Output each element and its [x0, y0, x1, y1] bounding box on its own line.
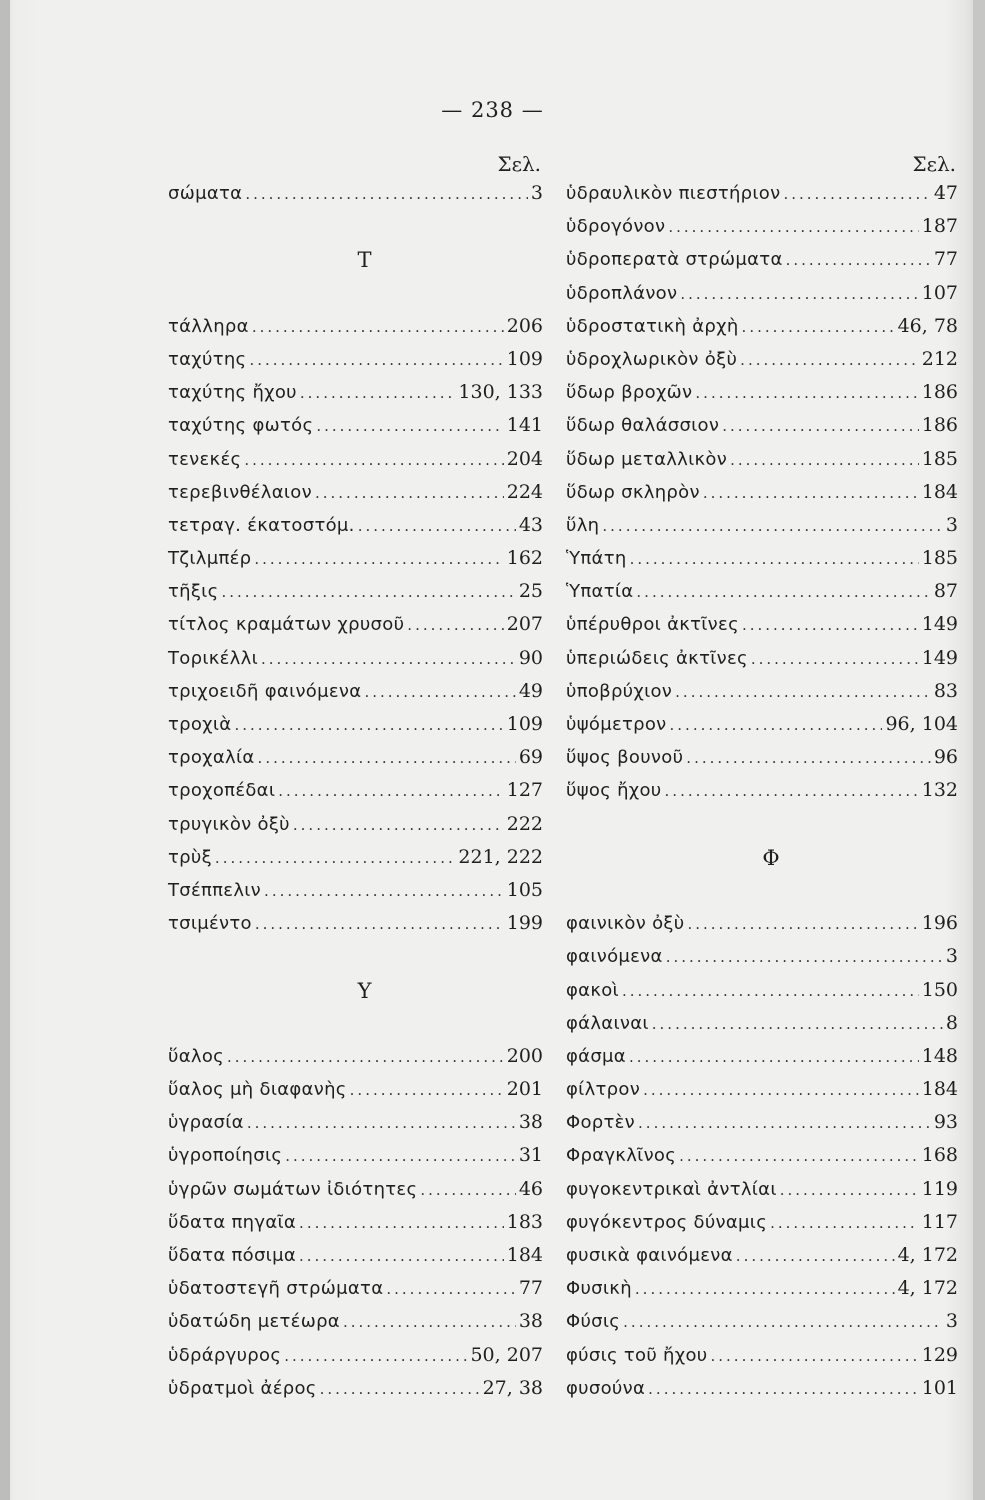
- page-number: — 238 —: [441, 98, 544, 122]
- index-page-ref: 109: [506, 713, 543, 735]
- dot-leader: [247, 1114, 516, 1132]
- index-term: ὑγροποίησις: [168, 1145, 283, 1167]
- index-page-ref: 129: [921, 1343, 958, 1366]
- index-term: ὑψόμετρον: [566, 714, 667, 735]
- index-entry: [168, 580, 543, 613]
- index-page-ref: 184: [506, 1244, 543, 1266]
- index-page-ref: 69: [518, 746, 543, 769]
- index-page-ref: 27, 38: [482, 1376, 543, 1399]
- dot-leader: [635, 1280, 895, 1298]
- section-letter-y: Υ: [357, 978, 372, 1003]
- index-entry: [168, 182, 543, 215]
- index-page-ref: 162: [506, 547, 543, 570]
- index-term: τρυγικὸν ὀξὺ: [168, 813, 290, 835]
- section-letter-f: Φ: [762, 845, 780, 870]
- entry-group-y: [566, 182, 958, 813]
- index-term: φυγόκεντρος δύναμις: [566, 1211, 768, 1233]
- dot-leader: [780, 1181, 919, 1199]
- index-term: τροχιὰ: [168, 714, 232, 735]
- index-term: ὑδατώδη μετέωρα: [168, 1311, 340, 1333]
- index-page-ref: 47: [933, 182, 958, 204]
- index-term: τάλληρα: [168, 315, 249, 337]
- dot-leader: [244, 451, 503, 469]
- dot-leader: [245, 185, 528, 203]
- index-entry: [566, 1012, 958, 1045]
- index-page-ref: 149: [921, 613, 958, 636]
- index-term: ὕαλος: [168, 1045, 225, 1067]
- index-entry: [168, 1244, 543, 1277]
- index-term: φυσικὰ φαινόμενα: [566, 1245, 733, 1266]
- index-term: ὑγρασία: [168, 1112, 244, 1134]
- index-page-ref: 149: [921, 646, 958, 669]
- dot-leader: [358, 517, 516, 535]
- index-term: Τσέππελιν: [168, 879, 262, 901]
- dot-leader: [668, 218, 918, 236]
- index-term: ὕδωρ βροχῶν: [566, 382, 693, 404]
- dot-leader: [629, 1048, 919, 1066]
- index-term: ὑδρογόνον: [566, 216, 666, 238]
- index-entry: [566, 182, 958, 215]
- dot-leader: [300, 384, 456, 402]
- dot-leader: [638, 1114, 931, 1132]
- index-entry: [566, 1377, 958, 1410]
- index-term: ὑδροχλωρικὸν ὀξὺ: [566, 348, 738, 370]
- dot-leader: [670, 716, 883, 734]
- index-term: τερεβινθέλαιον: [168, 481, 312, 503]
- index-term: ὑδροστατικὴ ἀρχὴ: [566, 315, 739, 337]
- index-entry: [566, 414, 958, 447]
- dot-leader: [315, 484, 504, 502]
- index-entry: [168, 680, 543, 713]
- index-page-ref: 184: [921, 1078, 958, 1101]
- dot-leader: [643, 1081, 919, 1099]
- index-entry: [168, 381, 543, 414]
- index-term: ὕδωρ θαλάσσιον: [566, 415, 720, 437]
- dot-leader: [386, 1280, 515, 1298]
- index-entry: [566, 1211, 958, 1244]
- dot-leader: [680, 285, 918, 303]
- dot-leader: [264, 882, 504, 900]
- index-entry: [566, 713, 958, 746]
- index-term: ὑπέρυθροι ἀκτῖνες: [566, 614, 739, 636]
- index-page-ref: 150: [921, 978, 958, 1001]
- index-entry: [566, 680, 958, 713]
- index-entry: [566, 1045, 958, 1078]
- index-page-ref: 184: [921, 480, 958, 503]
- index-page-ref: 185: [921, 447, 958, 470]
- index-entry: [566, 547, 958, 580]
- index-term: φυγοκεντρικαὶ ἀντλίαι: [566, 1178, 777, 1200]
- index-entry: [168, 448, 543, 481]
- dot-leader: [730, 451, 919, 469]
- index-page-ref: 130, 133: [458, 381, 543, 404]
- index-term: ὕαλος μὴ διαφανὴς: [168, 1079, 347, 1101]
- index-term: τροχοπέδαι: [168, 780, 276, 802]
- index-page-ref: 206: [506, 314, 543, 337]
- index-term: τῆξις: [168, 581, 219, 603]
- index-page-ref: 3: [945, 513, 958, 536]
- dot-leader: [622, 982, 919, 1000]
- index-term: ταχύτης: [168, 348, 247, 370]
- dot-leader: [751, 650, 919, 668]
- index-entry: [168, 481, 543, 514]
- index-term: ὕψος βουνοῦ: [566, 747, 684, 769]
- index-entry: [168, 647, 543, 680]
- dot-leader: [602, 517, 943, 535]
- index-term: φαινόμενα: [566, 946, 663, 968]
- index-entry: [566, 282, 958, 315]
- index-entry: [566, 746, 958, 779]
- dot-leader: [652, 1015, 943, 1033]
- index-entry: [168, 1377, 543, 1410]
- index-entry: [168, 348, 543, 381]
- dot-leader: [742, 318, 895, 336]
- dot-leader: [221, 583, 515, 601]
- index-term: τρὺξ: [168, 846, 212, 868]
- index-entry: [566, 779, 958, 812]
- index-term: φακοὶ: [566, 979, 619, 1001]
- index-term: τενεκές: [168, 448, 242, 470]
- index-term: φύσις τοῦ ἤχου: [566, 1344, 708, 1366]
- index-page-ref: 212: [921, 347, 958, 370]
- page-edge: [973, 0, 985, 1500]
- dot-leader: [630, 550, 919, 568]
- index-entry: [566, 912, 958, 945]
- index-entry: [566, 248, 958, 281]
- index-term: φάσμα: [566, 1045, 626, 1067]
- index-entry: [566, 1144, 958, 1177]
- dot-leader: [770, 1214, 919, 1232]
- index-page-ref: 117: [921, 1210, 958, 1233]
- index-entry: [566, 979, 958, 1012]
- dot-leader: [623, 1313, 943, 1331]
- index-page-ref: 109: [506, 347, 543, 370]
- index-term: ὑδρατμοὶ ἀέρος: [168, 1377, 317, 1399]
- index-term: Φραγκλῖνος: [566, 1145, 677, 1167]
- index-page-ref: 132: [921, 779, 958, 802]
- index-page-ref: 185: [921, 547, 958, 570]
- index-term: Ὑπατία: [566, 581, 634, 603]
- index-entry: [566, 613, 958, 646]
- index-page-ref: 119: [921, 1177, 958, 1200]
- index-page-ref: 8: [945, 1011, 958, 1034]
- index-entry: [168, 414, 543, 447]
- right-column: [566, 152, 958, 1410]
- index-entry: [168, 315, 543, 348]
- dot-leader: [786, 251, 931, 269]
- index-entry: [168, 879, 543, 912]
- dot-leader: [407, 616, 503, 634]
- index-page-ref: 105: [506, 878, 543, 901]
- index-term: ὑδροπλάνον: [566, 282, 678, 304]
- dot-leader: [255, 915, 504, 933]
- index-page-ref: 224: [506, 480, 543, 503]
- index-page-ref: 101: [921, 1376, 958, 1399]
- dot-leader: [666, 948, 943, 966]
- dot-leader: [227, 1048, 504, 1066]
- index-page-ref: 186: [921, 414, 958, 437]
- index-term: φαινικὸν ὀξὺ: [566, 913, 685, 935]
- index-term: φίλτρον: [566, 1079, 641, 1101]
- index-page-ref: 77: [518, 1277, 543, 1300]
- index-entry: [168, 1310, 543, 1343]
- index-term: φάλαιναι: [566, 1012, 649, 1034]
- dot-leader: [736, 1247, 895, 1265]
- index-term: ὕδατα πηγαῖα: [168, 1211, 297, 1233]
- dot-leader: [783, 185, 930, 203]
- index-term: τίτλος κραμάτων χρυσοῦ: [168, 614, 405, 636]
- index-term: Φυσικὴ: [566, 1278, 632, 1300]
- index-entry: [168, 1045, 543, 1078]
- index-page-ref: 87: [933, 580, 958, 603]
- index-page-ref: 50, 207: [470, 1343, 543, 1366]
- dot-leader: [665, 782, 919, 800]
- index-entry: [168, 1144, 543, 1177]
- index-entry: [168, 1178, 543, 1211]
- section-letter-t: Τ: [357, 248, 372, 273]
- index-term: ὕδωρ σκληρὸν: [566, 481, 700, 503]
- index-entry: [168, 547, 543, 580]
- index-term: ὕδατα πόσιμα: [168, 1245, 296, 1266]
- index-term: ὕψος ἤχου: [566, 780, 662, 802]
- index-entry: [566, 647, 958, 680]
- index-term: Ὑπάτη: [566, 548, 627, 570]
- index-term: φυσούνα: [566, 1377, 646, 1399]
- index-page-ref: 186: [921, 381, 958, 404]
- index-entry: [566, 1344, 958, 1377]
- column-header: Σελ.: [912, 152, 956, 176]
- index-page-ref: 3: [945, 945, 958, 968]
- index-entry: [168, 779, 543, 812]
- dot-leader: [742, 616, 919, 634]
- index-term: τετραγ. έκατοστόμ.: [168, 514, 355, 536]
- index-term: ὑδροπερατὰ στρώματα: [566, 249, 783, 271]
- index-page-ref: 43: [518, 513, 543, 536]
- index-term: ὑπεριώδεις ἀκτῖνες: [566, 647, 748, 669]
- index-page-ref: 222: [506, 812, 543, 835]
- index-page-ref: 148: [921, 1044, 958, 1067]
- index-entry: [168, 1111, 543, 1144]
- index-page-ref: 201: [506, 1078, 543, 1101]
- index-term: σώματα: [168, 183, 243, 204]
- index-entry: [168, 1078, 543, 1111]
- dot-leader: [285, 1147, 516, 1165]
- dot-leader: [364, 683, 515, 701]
- index-page-ref: 93: [933, 1111, 958, 1134]
- dot-leader: [679, 1147, 919, 1165]
- index-entry: [168, 746, 543, 779]
- index-page-ref: 90: [518, 646, 543, 669]
- index-term: τροχαλία: [168, 747, 255, 769]
- index-entry: [168, 846, 543, 879]
- index-term: ὑποβρύχιον: [566, 680, 673, 702]
- dot-leader: [320, 1380, 480, 1398]
- column-header: Σελ.: [497, 152, 541, 176]
- index-page-ref: 77: [933, 248, 958, 271]
- dot-leader: [252, 318, 504, 336]
- index-page-ref: 96: [933, 746, 958, 769]
- index-term: ταχύτης φωτός: [168, 415, 314, 437]
- dot-leader: [722, 417, 919, 435]
- dot-leader: [249, 351, 503, 369]
- dot-leader: [261, 650, 516, 668]
- index-page-ref: 3: [945, 1310, 958, 1333]
- dot-leader: [648, 1380, 919, 1398]
- index-entry: [566, 1244, 958, 1277]
- index-term: τριχοειδῆ φαινόμενα: [168, 680, 362, 702]
- dot-leader: [343, 1313, 516, 1331]
- index-entry: [566, 1111, 958, 1144]
- index-page-ref: 46, 78: [897, 314, 958, 337]
- entry-group-y: [168, 1045, 543, 1410]
- index-term: ὑγρῶν σωμάτων ἰδιότητες: [168, 1178, 418, 1200]
- index-page-ref: 196: [921, 912, 958, 935]
- index-entry: [168, 613, 543, 646]
- dot-leader: [711, 1347, 919, 1365]
- index-term: Φορτὲν: [566, 1112, 636, 1134]
- index-entry: [168, 1344, 543, 1377]
- index-page-ref: 31: [518, 1144, 543, 1167]
- index-entry: [566, 1178, 958, 1211]
- entry-group-f: [566, 912, 958, 1410]
- index-page-ref: 221, 222: [458, 845, 543, 868]
- index-term: ὑδραυλικὸν πιεστήριον: [566, 183, 781, 204]
- index-term: ὑδράργυρος: [168, 1344, 282, 1366]
- index-page-ref: 204: [506, 447, 543, 470]
- index-term: ταχύτης ἤχου: [168, 382, 297, 404]
- index-page-ref: 199: [506, 912, 543, 935]
- index-entry: [168, 713, 543, 746]
- dot-leader: [215, 849, 455, 867]
- index-term: Τζιλμπέρ: [168, 548, 252, 570]
- index-page-ref: 168: [921, 1144, 958, 1167]
- index-entry: [566, 215, 958, 248]
- dot-leader: [740, 351, 919, 369]
- index-page-ref: 3: [530, 182, 543, 204]
- index-page-ref: 200: [506, 1044, 543, 1067]
- dot-leader: [258, 749, 516, 767]
- index-page-ref: 96, 104: [885, 713, 958, 735]
- index-page-ref: 127: [506, 779, 543, 802]
- index-page-ref: 187: [921, 215, 958, 238]
- index-page-ref: 25: [518, 580, 543, 603]
- dot-leader: [316, 417, 503, 435]
- index-page-ref: 4, 172: [897, 1277, 958, 1300]
- index-entry: [168, 813, 543, 846]
- index-page-ref: 183: [506, 1210, 543, 1233]
- dot-leader: [278, 782, 504, 800]
- dot-leader: [293, 816, 504, 834]
- index-page-ref: 107: [921, 281, 958, 304]
- index-entry: [566, 1310, 958, 1343]
- dot-leader: [299, 1214, 504, 1232]
- index-entry: [566, 381, 958, 414]
- index-entry: [566, 945, 958, 978]
- dot-leader: [420, 1181, 516, 1199]
- index-entry: [566, 348, 958, 381]
- index-page-ref: 4, 172: [897, 1244, 958, 1266]
- dot-leader: [234, 716, 503, 734]
- index-page-ref: 46: [518, 1177, 543, 1200]
- dot-leader: [284, 1347, 467, 1365]
- index-page-ref: 83: [933, 679, 958, 702]
- index-entry: [566, 1277, 958, 1310]
- left-column: [168, 152, 543, 1410]
- index-entry: [566, 448, 958, 481]
- index-term: Φύσις: [566, 1311, 621, 1333]
- entry-group-t: [168, 315, 543, 946]
- index-entry: [168, 1211, 543, 1244]
- index-entry: [566, 315, 958, 348]
- index-page-ref: 38: [518, 1310, 543, 1333]
- dot-leader: [703, 484, 919, 502]
- dot-leader: [695, 384, 918, 402]
- binding-edge: [0, 0, 10, 1500]
- dot-leader: [686, 749, 931, 767]
- index-page-ref: 38: [518, 1111, 543, 1134]
- index-page-ref: 141: [506, 414, 543, 437]
- index-term: Τορικέλλι: [168, 647, 258, 669]
- index-entry: [566, 481, 958, 514]
- dot-leader: [299, 1247, 504, 1265]
- dot-leader: [675, 683, 931, 701]
- index-term: ὕλη: [566, 514, 600, 536]
- index-page-ref: 207: [506, 613, 543, 636]
- index-term: ὕδωρ μεταλλικὸν: [566, 448, 728, 470]
- index-entry: [168, 912, 543, 945]
- index-entry: [168, 514, 543, 547]
- index-entry: [566, 580, 958, 613]
- index-term: τσιμέντο: [168, 913, 252, 935]
- index-page-ref: 49: [518, 679, 543, 702]
- entry-group-top: [168, 182, 543, 215]
- index-entry: [566, 514, 958, 547]
- dot-leader: [687, 915, 918, 933]
- dot-leader: [636, 583, 930, 601]
- index-entry: [168, 1277, 543, 1310]
- index-term: ὑδατοστεγῆ στρώματα: [168, 1278, 384, 1300]
- dot-leader: [350, 1081, 504, 1099]
- dot-leader: [254, 550, 503, 568]
- index-entry: [566, 1078, 958, 1111]
